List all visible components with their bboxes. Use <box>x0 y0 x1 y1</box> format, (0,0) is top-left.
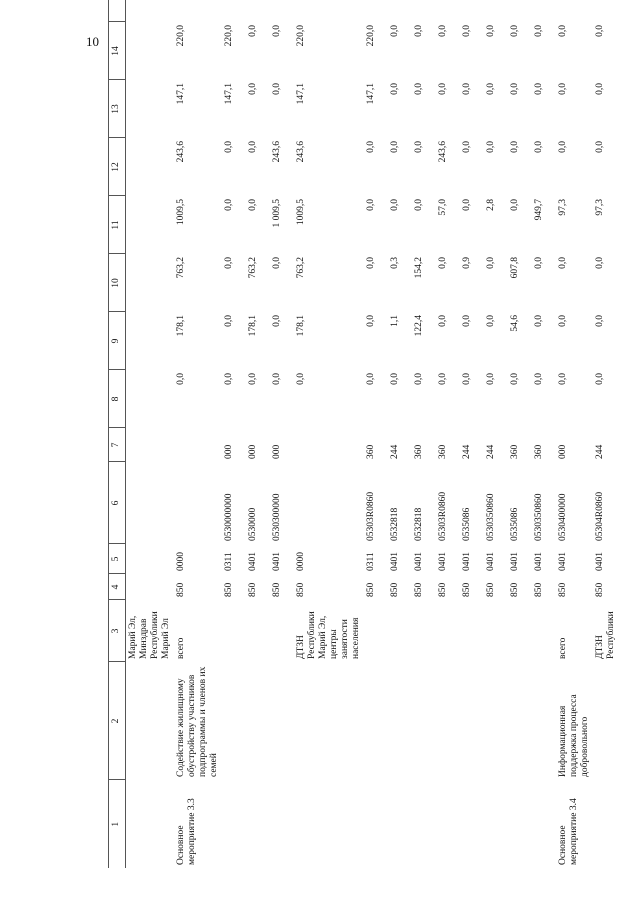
amount-cell: 1 009,5 <box>272 199 282 228</box>
header-row <box>109 0 126 868</box>
amount-cell: 0,0 <box>534 141 544 153</box>
amount-cell: 178,1 <box>248 315 258 337</box>
column-header-8: 8 <box>109 370 126 428</box>
budget-code-cell <box>294 428 364 462</box>
budget-code-cell: 0530350860 <box>486 493 496 541</box>
empty-cell <box>508 600 532 662</box>
amount-cell: 0,0 <box>558 373 568 385</box>
table-row <box>364 0 388 868</box>
amount-cell: 0,0 <box>462 83 472 95</box>
table-row <box>532 0 556 868</box>
table-row <box>294 0 364 868</box>
amount-cell: 1,1 <box>390 315 400 327</box>
page-number: 10 <box>86 34 99 49</box>
amount-cell: 0,0 <box>414 25 424 37</box>
budget-code-cell: 850 <box>248 582 258 597</box>
amount-cell: 0,0 <box>438 315 448 327</box>
budget-code-cell: 0401 <box>248 552 258 571</box>
budget-code-cell: 000 <box>558 444 568 459</box>
amount-cell: 0,0 <box>558 25 568 37</box>
budget-code-cell: 360 <box>366 444 376 459</box>
amount-cell: 147,1 <box>176 83 186 105</box>
budget-code-cell: 850 <box>176 582 186 597</box>
amount-cell: 0,0 <box>486 373 496 385</box>
amount-cell: 0,0 <box>534 373 544 385</box>
program-table <box>108 0 619 868</box>
table-row <box>412 0 436 868</box>
amount-cell: 0,0 <box>248 141 258 153</box>
amount-cell: 0,0 <box>558 315 568 327</box>
amount-cell: 0,0 <box>414 83 424 95</box>
budget-code-cell: 0530000 <box>248 507 258 541</box>
budget-code-cell: 05303R0860 <box>366 491 376 541</box>
column-header-5: 5 <box>109 544 126 574</box>
table-row <box>593 0 619 868</box>
amount-cell <box>508 0 532 22</box>
amount-cell: 0,0 <box>462 141 472 153</box>
amount-cell: 607,8 <box>510 257 520 279</box>
budget-code-cell: 850 <box>510 582 520 597</box>
amount-cell <box>294 0 364 22</box>
budget-code-cell: 05304R0860 <box>595 491 605 541</box>
column-header-15 <box>109 0 126 22</box>
amount-cell: 97,3 <box>595 199 605 216</box>
amount-cell <box>532 0 556 22</box>
amount-cell: 0,0 <box>510 373 520 385</box>
amount-cell: 220,0 <box>176 25 186 47</box>
budget-code-cell: 0535086 <box>462 507 472 541</box>
column-header-1: 1 <box>109 780 126 868</box>
budget-code-cell: 0000 <box>176 552 186 571</box>
empty-cell <box>246 600 270 662</box>
budget-code-cell: 0401 <box>272 552 282 571</box>
budget-code-cell: 360 <box>414 444 424 459</box>
budget-code-cell: 0535086 <box>510 507 520 541</box>
column-header-6: 6 <box>109 462 126 544</box>
amount-cell: 0,0 <box>224 141 234 153</box>
empty-cell <box>222 600 246 662</box>
empty-cell <box>484 600 508 662</box>
amount-cell: 0,0 <box>414 373 424 385</box>
budget-code-cell: 850 <box>414 582 424 597</box>
table-row <box>460 0 484 868</box>
amount-cell: 0,0 <box>510 83 520 95</box>
empty-cell <box>508 780 532 868</box>
budget-code-cell: 850 <box>390 582 400 597</box>
amount-cell: 0,0 <box>595 315 605 327</box>
empty-cell <box>593 662 619 780</box>
empty-cell <box>436 600 460 662</box>
amount-cell: 243,6 <box>272 141 282 163</box>
budget-code-cell: 0401 <box>414 552 424 571</box>
budget-code-cell: 0530400000 <box>558 493 568 541</box>
budget-code-cell: 850 <box>366 582 376 597</box>
amount-cell <box>364 0 388 22</box>
empty-cell <box>460 780 484 868</box>
empty-cell <box>388 780 412 868</box>
budget-code-cell: 850 <box>272 582 282 597</box>
empty-cell <box>388 600 412 662</box>
empty-cell <box>508 662 532 780</box>
empty-cell <box>222 780 246 868</box>
amount-cell <box>556 0 593 22</box>
table-row <box>436 0 460 868</box>
amount-cell <box>222 0 246 22</box>
budget-code-cell <box>174 462 222 544</box>
amount-cell: 0,0 <box>486 83 496 95</box>
amount-cell: 0,0 <box>510 141 520 153</box>
empty-cell <box>460 600 484 662</box>
amount-cell: 243,6 <box>176 141 186 163</box>
empty-cell <box>593 780 619 868</box>
amount-cell: 0,0 <box>390 199 400 211</box>
amount-cell: 0,0 <box>390 25 400 37</box>
amount-cell <box>593 0 619 22</box>
budget-code-cell: 0532818 <box>414 507 424 541</box>
empty-cell <box>222 662 246 780</box>
column-header-3: 3 <box>109 600 126 662</box>
amount-cell: 0,0 <box>248 199 258 211</box>
budget-code-cell: 0311 <box>224 552 234 571</box>
empty-cell <box>436 662 460 780</box>
empty-cell <box>412 780 436 868</box>
budget-code-cell: 244 <box>390 444 400 459</box>
budget-code-cell: 850 <box>224 582 234 597</box>
amount-cell: 0,0 <box>462 199 472 211</box>
amount-cell: 0,0 <box>366 141 376 153</box>
table-row <box>484 0 508 868</box>
amount-cell: 0,0 <box>248 373 258 385</box>
empty-cell <box>484 662 508 780</box>
amount-cell: 0,0 <box>224 257 234 269</box>
amount-cell <box>436 0 460 22</box>
empty-cell <box>364 780 388 868</box>
amount-cell: 0,0 <box>272 373 282 385</box>
amount-cell: 0,0 <box>390 373 400 385</box>
budget-code-cell <box>294 462 364 544</box>
budget-code-cell: 850 <box>296 582 306 597</box>
amount-cell: 97,3 <box>558 199 568 216</box>
amount-cell <box>174 0 222 22</box>
amount-cell: 763,2 <box>248 257 258 279</box>
budget-code-cell: 0530350860 <box>534 493 544 541</box>
amount-cell: 0,3 <box>390 257 400 269</box>
table-row <box>174 0 222 868</box>
amount-cell: 763,2 <box>296 257 306 279</box>
budget-code-cell: 0000 <box>296 552 306 571</box>
budget-code-cell: 0401 <box>558 552 568 571</box>
amount-cell: 220,0 <box>296 25 306 47</box>
column-header-2: 2 <box>109 662 126 780</box>
amount-cell <box>388 0 412 22</box>
column-header-10: 10 <box>109 254 126 312</box>
amount-cell: 0,0 <box>414 141 424 153</box>
budget-code-cell: 0401 <box>438 552 448 571</box>
amount-cell: 0,0 <box>272 257 282 269</box>
amount-cell: 122,4 <box>414 315 424 337</box>
budget-code-cell: 360 <box>438 444 448 459</box>
amount-cell: 1009,5 <box>296 199 306 226</box>
amount-cell: 0,0 <box>534 83 544 95</box>
empty-cell <box>270 600 294 662</box>
amount-cell: 0,0 <box>224 199 234 211</box>
table-body <box>126 0 620 868</box>
empty-cell <box>532 780 556 868</box>
column-header-14: 14 <box>109 22 126 80</box>
column-header-12: 12 <box>109 138 126 196</box>
empty-cell <box>532 662 556 780</box>
amount-cell: 949,7 <box>534 199 544 221</box>
amount-cell: 0,0 <box>595 257 605 269</box>
amount-cell: 154,2 <box>414 257 424 279</box>
executor-total: всего <box>558 637 568 659</box>
amount-cell: 0,0 <box>558 83 568 95</box>
amount-cell: 0,0 <box>366 373 376 385</box>
amount-cell: 0,0 <box>438 83 448 95</box>
column-header-13: 13 <box>109 80 126 138</box>
budget-code-cell: 244 <box>486 444 496 459</box>
amount-cell: 0,0 <box>248 83 258 95</box>
amount-cell: 0,0 <box>272 25 282 37</box>
rotated-table-container <box>108 25 616 868</box>
empty-cell <box>460 662 484 780</box>
amount-cell: 0,0 <box>366 257 376 269</box>
table-row <box>246 0 270 868</box>
amount-cell: 0,0 <box>534 315 544 327</box>
table-row <box>222 0 246 868</box>
budget-code-cell: 0401 <box>510 552 520 571</box>
amount-cell: 2,8 <box>486 199 496 211</box>
empty-cell <box>412 662 436 780</box>
amount-cell: 0,0 <box>534 257 544 269</box>
table-row <box>388 0 412 868</box>
measure-number: Основное мероприятие 3.4 <box>558 798 579 865</box>
empty-cell <box>246 780 270 868</box>
amount-cell: 0,0 <box>558 141 568 153</box>
executor-name: ДТЗН Республики <box>595 611 616 659</box>
column-header-9: 9 <box>109 312 126 370</box>
amount-cell: 147,1 <box>296 83 306 105</box>
amount-cell: 0,0 <box>595 373 605 385</box>
empty-cell <box>246 662 270 780</box>
amount-cell: 243,6 <box>438 141 448 163</box>
amount-cell: 0,9 <box>462 257 472 269</box>
budget-code-cell: 0401 <box>486 552 496 571</box>
budget-code-cell: 0401 <box>390 552 400 571</box>
amount-cell: 1009,5 <box>176 199 186 226</box>
budget-code-cell: 244 <box>462 444 472 459</box>
empty-cell <box>436 780 460 868</box>
carryover-row <box>126 0 175 868</box>
amount-cell: 0,0 <box>558 257 568 269</box>
column-header-4: 4 <box>109 574 126 600</box>
amount-cell: 0,0 <box>224 315 234 327</box>
amount-cell: 57,0 <box>438 199 448 216</box>
measure-title: Содействие жилищному обустройству участников подпрограммы и членов их семей <box>176 666 219 777</box>
budget-code-cell: 850 <box>438 582 448 597</box>
budget-code-cell: 850 <box>534 582 544 597</box>
budget-code-cell: 850 <box>595 582 605 597</box>
amount-cell: 54,6 <box>510 315 520 332</box>
amount-cell: 220,0 <box>366 25 376 47</box>
budget-code-cell: 0530300000 <box>272 493 282 541</box>
amount-cell: 243,6 <box>296 141 306 163</box>
amount-cell: 0,0 <box>366 199 376 211</box>
amount-cell: 147,1 <box>224 83 234 105</box>
column-header-7: 7 <box>109 428 126 462</box>
executor-name: ДТЗН Республики Марий Эл, центры занятости населения <box>296 611 361 659</box>
budget-code-cell: 850 <box>558 582 568 597</box>
budget-code-cell: 0530000000 <box>224 493 234 541</box>
amount-cell: 0,0 <box>595 83 605 95</box>
amount-cell: 0,0 <box>534 25 544 37</box>
amount-cell: 0,0 <box>462 315 472 327</box>
amount-cell: 0,0 <box>595 141 605 153</box>
amount-cell: 0,0 <box>438 373 448 385</box>
budget-code-cell: 000 <box>272 444 282 459</box>
amount-cell: 0,0 <box>438 257 448 269</box>
amount-cell: 0,0 <box>510 25 520 37</box>
amount-cell: 0,0 <box>366 315 376 327</box>
amount-cell: 763,2 <box>176 257 186 279</box>
budget-code-cell: 000 <box>248 444 258 459</box>
empty-cell <box>294 780 364 868</box>
amount-cell: 0,0 <box>176 373 186 385</box>
amount-cell <box>246 0 270 22</box>
budget-code-cell: 05303R0860 <box>438 491 448 541</box>
carryover-executor: Марий Эл, Минздрав Республики Марий Эл <box>128 611 171 659</box>
amount-cell: 0,0 <box>510 199 520 211</box>
amount-cell: 0,0 <box>595 25 605 37</box>
amount-cell: 0,0 <box>486 257 496 269</box>
budget-code-cell: 850 <box>486 582 496 597</box>
amount-cell: 0,0 <box>224 373 234 385</box>
budget-code-cell: 0311 <box>366 552 376 571</box>
budget-code-cell: 360 <box>534 444 544 459</box>
budget-code-cell: 0532818 <box>390 507 400 541</box>
column-header-11: 11 <box>109 196 126 254</box>
budget-code-cell: 0401 <box>595 552 605 571</box>
budget-code-cell <box>174 428 222 462</box>
amount-cell: 0,0 <box>272 315 282 327</box>
amount-cell: 0,0 <box>390 141 400 153</box>
empty-cell <box>270 662 294 780</box>
empty-cell <box>388 662 412 780</box>
empty-cell <box>532 600 556 662</box>
amount-cell: 0,0 <box>438 25 448 37</box>
measure-number: Основное мероприятие 3.3 <box>176 798 197 865</box>
amount-cell: 0,0 <box>486 25 496 37</box>
amount-cell: 0,0 <box>390 83 400 95</box>
empty-cell <box>364 600 388 662</box>
amount-cell: 0,0 <box>414 199 424 211</box>
amount-cell: 0,0 <box>296 373 306 385</box>
empty-cell <box>270 780 294 868</box>
amount-cell: 0,0 <box>272 83 282 95</box>
empty-cell <box>412 600 436 662</box>
amount-cell: 147,1 <box>366 83 376 105</box>
empty-cell <box>484 780 508 868</box>
amount-cell: 0,0 <box>486 315 496 327</box>
amount-cell: 0,0 <box>248 25 258 37</box>
table-row <box>508 0 532 868</box>
amount-cell: 178,1 <box>296 315 306 337</box>
empty-cell <box>294 662 364 780</box>
amount-cell <box>270 0 294 22</box>
executor-total: всего <box>176 637 186 659</box>
amount-cell <box>460 0 484 22</box>
amount-cell: 220,0 <box>224 25 234 47</box>
measure-title: Информационная поддержка процесса добровольного <box>558 694 590 777</box>
table-row <box>270 0 294 868</box>
empty-cell <box>364 662 388 780</box>
budget-code-cell: 360 <box>510 444 520 459</box>
budget-code-cell: 0401 <box>534 552 544 571</box>
amount-cell: 178,1 <box>176 315 186 337</box>
budget-code-cell: 000 <box>224 444 234 459</box>
budget-code-cell: 0401 <box>462 552 472 571</box>
amount-cell <box>412 0 436 22</box>
amount-cell: 0,0 <box>462 25 472 37</box>
amount-cell: 0,0 <box>486 141 496 153</box>
amount-cell: 0,0 <box>462 373 472 385</box>
table-row <box>556 0 593 868</box>
budget-code-cell: 244 <box>595 444 605 459</box>
budget-code-cell: 850 <box>462 582 472 597</box>
amount-cell <box>484 0 508 22</box>
